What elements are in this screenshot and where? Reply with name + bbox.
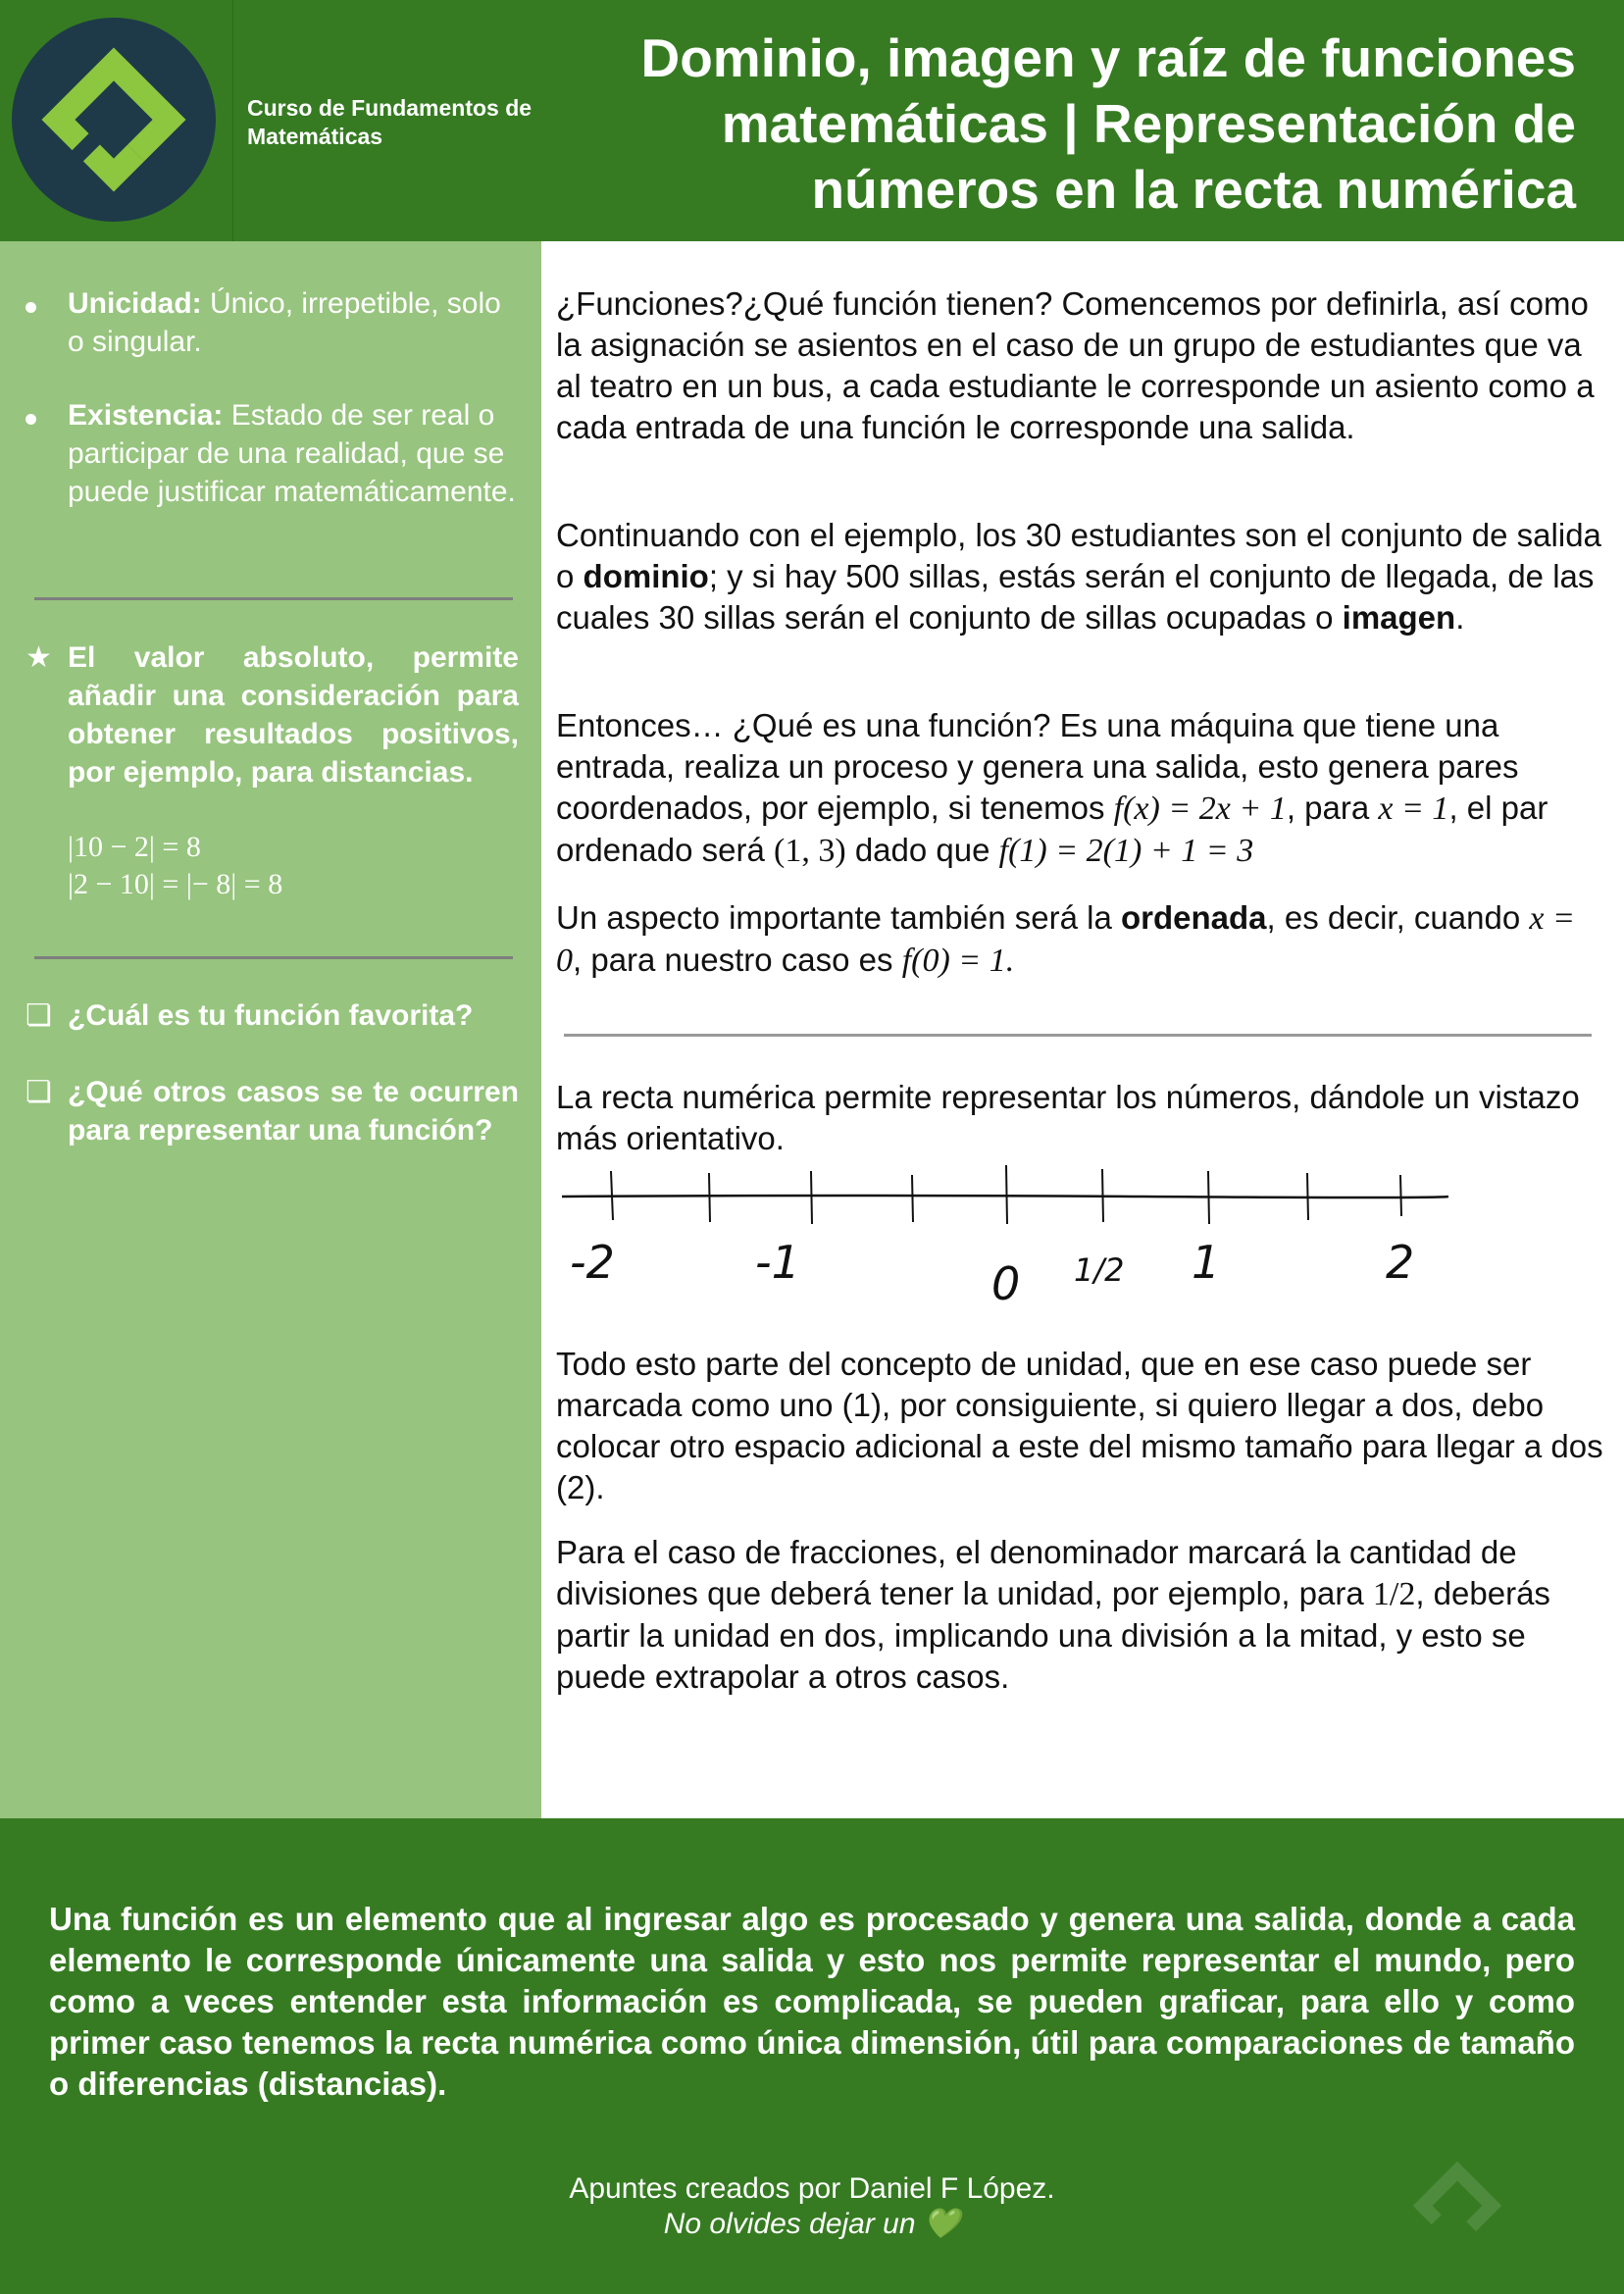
heart-icon: 💚 bbox=[923, 2208, 961, 2240]
number-line-label: -2 bbox=[570, 1236, 615, 1289]
page-title: Dominio, imagen y raíz de funciones matemáticas | Representación de números en la recta numérica bbox=[640, 27, 1576, 220]
divider bbox=[34, 956, 513, 959]
bullet-icon bbox=[25, 284, 36, 323]
reminder-text: No olvides dejar un bbox=[663, 2208, 916, 2240]
paragraph-unidad: Todo esto parte del concepto de unidad, que en ese caso puede ser marcada como uno (1), por consiguiente, si quiero llegar a dos, debo colocar otro espacio adicional a este del mismo tamaño para llegar a dos (2). bbox=[556, 1346, 1603, 1505]
number-line-label: 2 bbox=[1386, 1236, 1415, 1289]
number-line-label: 1/2 bbox=[1074, 1251, 1125, 1289]
question-text: ¿Cuál es tu función favorita? bbox=[68, 999, 474, 1032]
absolute-value-note bbox=[68, 638, 519, 791]
paragraph-fracciones bbox=[556, 1532, 1607, 1698]
term-label: Existencia: bbox=[68, 399, 224, 432]
text-span: Entonces… ¿Qué es una función? Es una máquina que tiene una entrada, realiza un proceso y genera una salida, esto genera pares coordenados, por ejemplo, si tenemos bbox=[556, 707, 1519, 826]
tick-mark bbox=[709, 1173, 710, 1222]
sidebar bbox=[0, 241, 541, 1818]
credits bbox=[0, 2171, 1624, 2242]
author-credit: Apuntes creados por Daniel F López. bbox=[569, 2172, 1055, 2205]
text-span: Para el caso de fracciones, el denominador marcará la cantidad de divisiones que deberá tener la unidad, por ejemplo, para bbox=[556, 1534, 1517, 1611]
number-line-label: 1 bbox=[1192, 1236, 1221, 1289]
term-imagen: imagen bbox=[1342, 599, 1456, 636]
tick-mark bbox=[811, 1171, 812, 1224]
paragraph-ordenada bbox=[556, 897, 1607, 982]
equation: 1/2 bbox=[1372, 1576, 1416, 1612]
number-line-axis bbox=[562, 1196, 1448, 1198]
text-span: , para nuestro caso es bbox=[573, 942, 902, 978]
reminder bbox=[0, 2207, 1624, 2242]
question-text: ¿Qué otros casos se te ocurren para representar una función? bbox=[68, 1076, 519, 1147]
tick-mark bbox=[912, 1175, 913, 1222]
tick-mark bbox=[1400, 1175, 1401, 1216]
equation: x = 1 bbox=[1378, 790, 1449, 827]
course-name: Curso de Fundamentos de Matemáticas bbox=[247, 95, 533, 149]
tick-mark bbox=[1208, 1171, 1209, 1224]
definition-unicidad bbox=[68, 284, 519, 361]
text-span: , es decir, cuando bbox=[1266, 899, 1530, 936]
equation: f(0) = 1. bbox=[901, 943, 1015, 979]
equation-2: |2 − 10| = |− 8| = 8 bbox=[68, 868, 283, 900]
logo-container bbox=[0, 0, 233, 241]
paragraph-intro: ¿Funciones?¿Qué función tienen? Comencemos por definirla, así como la asignación se asientos en el caso de un grupo de estudiantes que va al teatro en un bus, a cada estudiante le corresponde un asiento como a cada entrada de una función le corresponde una salida. bbox=[556, 285, 1595, 445]
term-label: Unicidad: bbox=[68, 287, 202, 320]
paragraph-recta: La recta numérica permite representar los números, dándole un vistazo más orientativo. bbox=[556, 1079, 1580, 1156]
text-span: ; y si hay 500 sillas, estás serán el conjunto de llegada, de las cuales 30 sillas serán el conjunto de sillas ocupadas o bbox=[556, 558, 1595, 636]
divider bbox=[34, 597, 513, 600]
equation: f(x) = 2x + 1 bbox=[1113, 790, 1287, 827]
equation: f(1) = 2(1) + 1 = 3 bbox=[998, 833, 1254, 869]
text-span: , deberás partir la unidad en dos, implicando una división a la mitad, y esto se puede extrapolar a otros casos. bbox=[556, 1575, 1550, 1695]
text-span: dado que bbox=[845, 832, 999, 868]
tick-mark bbox=[611, 1171, 613, 1220]
term-definition: Estado de ser real o participar de una realidad, que se puede justificar matemáticamente. bbox=[68, 399, 516, 508]
number-line-label: -1 bbox=[755, 1236, 800, 1289]
absolute-value-text: El valor absoluto, permite añadir una consideración para obtener resultados positivos, por ejemplo, para distancias. bbox=[68, 641, 519, 789]
paragraph-dominio bbox=[556, 515, 1607, 638]
bullet-icon bbox=[25, 396, 36, 434]
platzi-logo bbox=[12, 18, 216, 222]
term-dominio: dominio bbox=[583, 558, 709, 594]
checkbox-icon: ❏ bbox=[25, 1076, 52, 1108]
definition-existencia bbox=[68, 396, 519, 511]
term-ordenada: ordenada bbox=[1120, 899, 1267, 936]
equation-1: |10 − 2| = 8 bbox=[68, 831, 201, 863]
text-span: . bbox=[1455, 599, 1465, 636]
text-span: , el par ordenado será bbox=[556, 790, 1548, 868]
term-definition: Único, irrepetible, solo o singular. bbox=[68, 287, 501, 358]
number-line-label: 0 bbox=[991, 1257, 1021, 1310]
equation: (1, 3) bbox=[774, 833, 846, 869]
text-span: , para bbox=[1286, 790, 1379, 826]
summary: Una función es un elemento que al ingresar algo es procesado y genera una salida, donde a cada elemento le corresponde únicamente una salida y esto nos permite representar el mundo, pero como a veces entender esta información es complicada, se pueden graficar, para ello y como primer caso tenemos la recta numérica como única dimensión, útil para comparaciones de tamaño o diferencias (distancias). bbox=[49, 1901, 1575, 2102]
tick-mark bbox=[1307, 1173, 1308, 1220]
tick-mark bbox=[1102, 1169, 1103, 1222]
watermark-logo-icon bbox=[1408, 2147, 1585, 2265]
text-span: Un aspecto importante también será la bbox=[556, 899, 1121, 936]
paragraph-funcion bbox=[556, 705, 1607, 872]
star-icon: ★ bbox=[25, 641, 52, 674]
question-2 bbox=[68, 1073, 519, 1149]
section-divider bbox=[564, 1034, 1592, 1037]
text-span: Continuando con el ejemplo, los 30 estudiantes son el conjunto de salida o bbox=[556, 517, 1601, 594]
header bbox=[0, 0, 1624, 241]
question-1 bbox=[68, 996, 519, 1035]
equation: x = 0 bbox=[556, 900, 1575, 979]
checkbox-icon: ❏ bbox=[25, 999, 52, 1032]
logo-mark-icon bbox=[12, 18, 216, 222]
footer bbox=[0, 1818, 1624, 2294]
number-line-figure bbox=[554, 1155, 1466, 1312]
tick-mark bbox=[1006, 1165, 1007, 1224]
